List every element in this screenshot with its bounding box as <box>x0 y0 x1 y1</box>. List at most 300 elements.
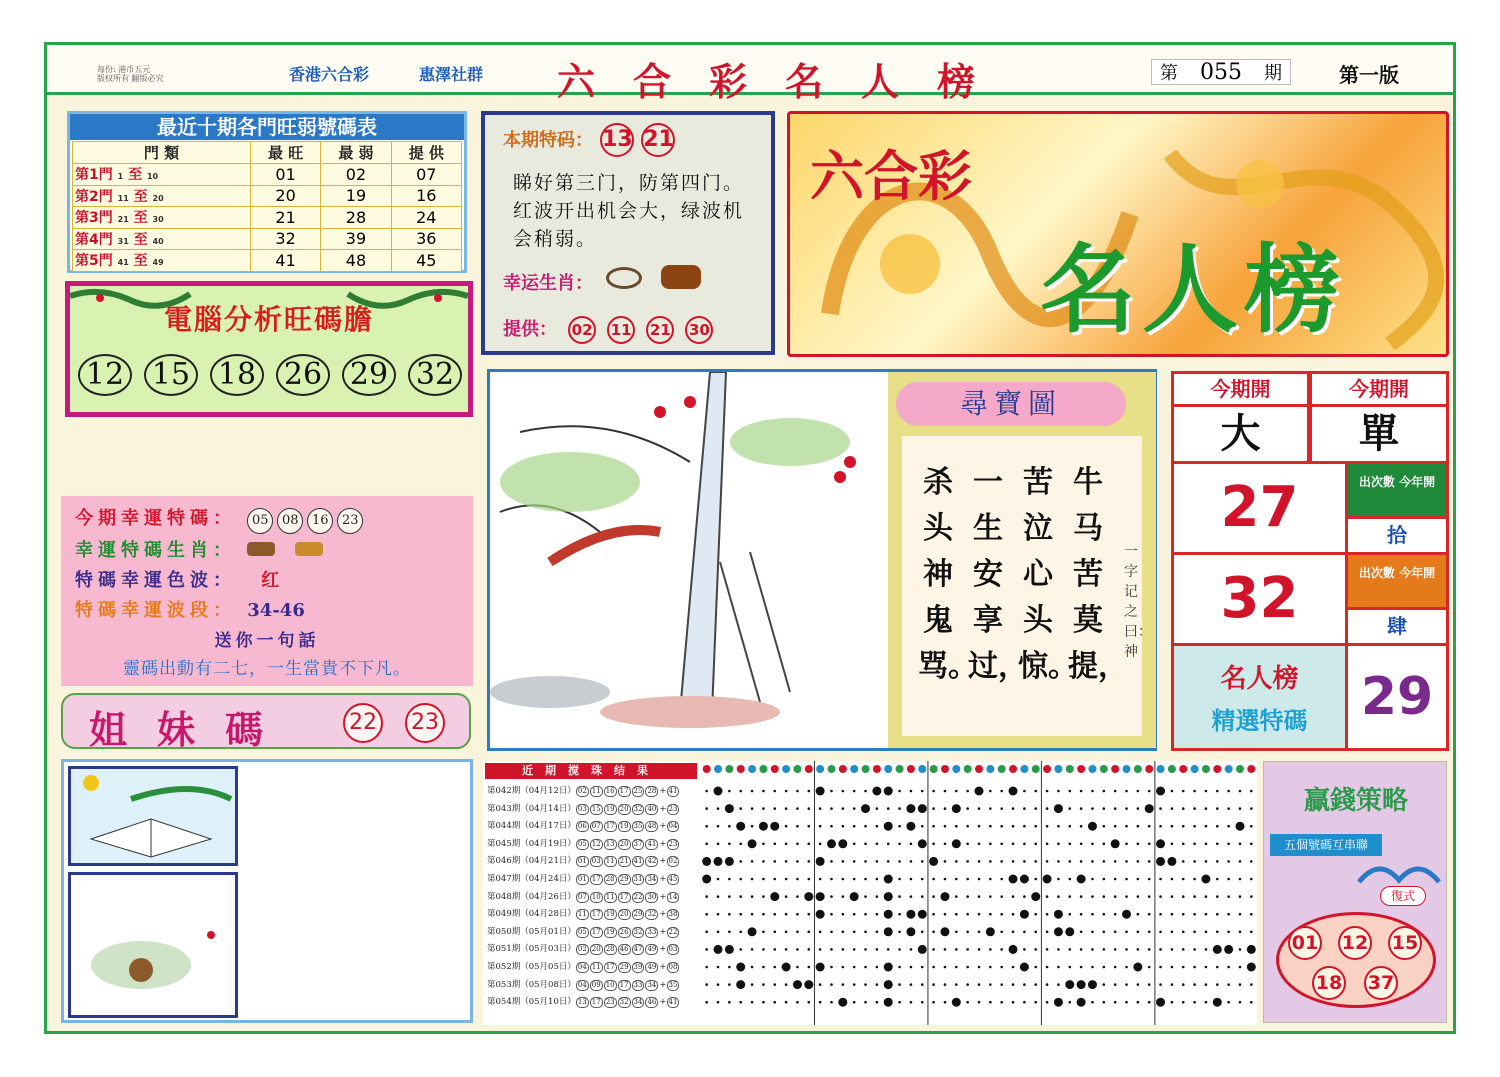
featured-label: 精選特碼 <box>1211 707 1308 735</box>
grid-dot <box>1034 825 1037 828</box>
grid-dot <box>1239 931 1242 934</box>
grid-dot <box>1091 948 1094 951</box>
grid-dot <box>1250 913 1253 916</box>
hit-dot <box>816 963 825 972</box>
grid-dot <box>830 807 833 810</box>
grid-dot <box>1034 983 1037 986</box>
grid-dot <box>876 895 879 898</box>
grid-dot <box>1171 948 1174 951</box>
header-ball <box>1213 765 1221 773</box>
grid-dot <box>1046 966 1049 969</box>
grid-dot <box>1034 948 1037 951</box>
grid-dot <box>1182 878 1185 881</box>
grid-dot <box>1193 878 1196 881</box>
history-issue: 第047期（04月24日） <box>487 874 576 884</box>
history-ball: 30 <box>647 892 657 901</box>
grid-dot <box>739 860 742 863</box>
grid-dot <box>796 931 799 934</box>
history-row <box>487 801 697 819</box>
grid-dot <box>1023 948 1026 951</box>
hit-dot <box>884 875 893 884</box>
hit-dot <box>1213 945 1222 954</box>
grid-dot <box>1239 913 1242 916</box>
grid-dot <box>842 913 845 916</box>
grid-dot <box>1103 860 1106 863</box>
history-ball: 32 <box>633 804 643 813</box>
grid-dot <box>1068 948 1071 951</box>
grid-dot <box>1159 983 1162 986</box>
history-ball: 41 <box>668 998 678 1007</box>
grid-dot <box>1114 860 1117 863</box>
grid-dot <box>1148 913 1151 916</box>
lucky-row-3: 特碼幸運色波： 红 <box>75 570 285 591</box>
lucky-ball: 23 <box>337 508 363 534</box>
grid-dot <box>1227 895 1230 898</box>
grid-dot <box>1080 948 1083 951</box>
illustration-panel <box>61 759 473 1023</box>
grid-dot <box>717 807 720 810</box>
grid-dot <box>898 790 901 793</box>
grid-dot <box>728 1001 731 1004</box>
grid-dot <box>1171 1001 1174 1004</box>
grid-dot <box>1080 895 1083 898</box>
grid-dot <box>1000 931 1003 934</box>
hit-dot <box>884 963 893 972</box>
plus-sign: + <box>659 997 667 1008</box>
table-row: 第4門 31 至 40 32 39 36 <box>73 228 462 250</box>
grid-dot <box>785 860 788 863</box>
poem-column: 一生安享过， <box>968 465 1028 684</box>
grid-dot <box>1091 931 1094 934</box>
grid-dot <box>751 790 754 793</box>
header-ball <box>714 765 722 773</box>
header-ball <box>1134 765 1142 773</box>
grid-dot <box>1227 878 1230 881</box>
history-ball: 25 <box>633 787 643 795</box>
grid-dot <box>751 807 754 810</box>
grid-dot <box>830 966 833 969</box>
history-row <box>487 924 697 942</box>
grid-dot <box>1159 948 1162 951</box>
grid-dot <box>1012 1001 1015 1004</box>
plus-sign: + <box>659 926 667 937</box>
grid-dot <box>864 843 867 846</box>
header-ball <box>816 765 824 773</box>
hit-dot <box>1054 927 1063 936</box>
grid-dot <box>1080 966 1083 969</box>
history-ball: 16 <box>605 787 615 795</box>
history-ball: 17 <box>591 910 601 919</box>
header-ball <box>748 765 756 773</box>
grid-dot <box>717 913 720 916</box>
open-book-icon <box>68 766 238 866</box>
hit-dot <box>918 910 927 919</box>
grid-dot <box>739 790 742 793</box>
grid-dot <box>978 895 981 898</box>
grid-dot <box>1023 825 1026 828</box>
history-row <box>487 977 697 995</box>
grid-dot <box>955 948 958 951</box>
history-ball: 37 <box>633 839 643 848</box>
grid-dot <box>853 878 856 881</box>
dot-grid <box>701 761 1257 1025</box>
grid-dot <box>1193 843 1196 846</box>
history-issue: 第048期（04月26日） <box>487 891 576 902</box>
header-ball <box>1054 765 1062 773</box>
grid-dot <box>864 948 867 951</box>
special-ball: 21 <box>641 123 675 157</box>
history-ball: 35 <box>633 822 643 831</box>
grid-dot <box>751 860 754 863</box>
grid-dot <box>932 843 935 846</box>
famous-label: 名人榜 <box>1220 664 1299 694</box>
grid-dot <box>966 948 969 951</box>
hit-dot <box>736 980 745 989</box>
grid-dot <box>1216 983 1219 986</box>
grid-dot <box>751 948 754 951</box>
hit-dot <box>1156 998 1165 1007</box>
grid-dot <box>819 878 822 881</box>
grid-dot <box>989 860 992 863</box>
grid-dot <box>1171 983 1174 986</box>
grid-dot <box>1103 948 1106 951</box>
hit-dot <box>1156 857 1165 866</box>
tip-text: 睇好第三门，防第四门。红波开出机会大，绿波机会稍弱。 <box>513 172 745 250</box>
grid-dot <box>1091 843 1094 846</box>
grid-dot <box>898 843 901 846</box>
treasure-map-panel <box>487 369 1157 751</box>
result-count-1: 拾 <box>1348 519 1446 552</box>
grid-dot <box>944 1001 947 1004</box>
grid-dot <box>1114 878 1117 881</box>
grid-dot <box>1239 1001 1242 1004</box>
grid-dot <box>1159 895 1162 898</box>
grid-dot <box>773 931 776 934</box>
history-issue: 第052期（05月05日） <box>487 962 576 972</box>
history-ball: 33 <box>633 980 643 989</box>
grid-dot <box>785 825 788 828</box>
issue-box: 第 055 期 <box>1151 59 1291 85</box>
page-title: 六合彩名人榜 <box>557 59 1014 104</box>
grid-dot <box>887 807 890 810</box>
grid-dot <box>853 807 856 810</box>
history-ball: 02 <box>668 857 678 866</box>
grid-dot <box>955 790 958 793</box>
result-big: 大 <box>1174 407 1307 461</box>
grid-dot <box>1250 825 1253 828</box>
grid-dot <box>705 843 708 846</box>
hit-dot <box>816 857 825 866</box>
history-row <box>487 871 697 889</box>
grid-dot <box>1148 966 1151 969</box>
grid-dot <box>898 895 901 898</box>
history-ball: 04 <box>577 980 587 989</box>
history-ball: 13 <box>577 998 587 1007</box>
history-ball: 17 <box>591 927 601 936</box>
grid-dot <box>944 860 947 863</box>
header-ball <box>1043 765 1051 773</box>
grid-dot <box>1114 1001 1117 1004</box>
number-ball: 26 <box>276 354 330 396</box>
grid-dot <box>830 948 833 951</box>
history-ball: 19 <box>619 822 629 831</box>
grid-dot <box>921 983 924 986</box>
grid-dot <box>1137 895 1140 898</box>
grid-dot <box>1239 790 1242 793</box>
grid-dot <box>1012 843 1015 846</box>
grid-dot <box>796 843 799 846</box>
history-ball: 23 <box>668 804 678 813</box>
history-issue: 第050期（05月01日） <box>487 926 576 937</box>
hit-dot <box>1156 839 1165 848</box>
hit-dot <box>952 998 961 1007</box>
grid-dot <box>705 895 708 898</box>
hit-dot <box>1077 998 1086 1007</box>
history-issue: 第045期（04月19日） <box>487 838 576 849</box>
grid-dot <box>1080 931 1083 934</box>
grid-dot <box>966 843 969 846</box>
grid-dot <box>864 966 867 969</box>
grid-dot <box>1103 895 1106 898</box>
grid-dot <box>944 807 947 810</box>
grid-dot <box>796 1001 799 1004</box>
grid-dot <box>876 1001 879 1004</box>
grid-dot <box>728 931 731 934</box>
grid-dot <box>728 843 731 846</box>
grid-dot <box>1034 860 1037 863</box>
history-ball: 17 <box>591 998 601 1007</box>
grid-dot <box>1205 948 1208 951</box>
grid-dot <box>785 878 788 881</box>
grid-dot <box>944 825 947 828</box>
grid-dot <box>1125 1001 1128 1004</box>
grid-dot <box>966 895 969 898</box>
hit-dot <box>952 804 961 813</box>
grid-dot <box>717 895 720 898</box>
zodiac-row: 幸运生肖： <box>503 265 701 295</box>
grid-dot <box>1125 948 1128 951</box>
history-ball: 28 <box>605 875 615 883</box>
grid-dot <box>1068 1001 1071 1004</box>
grid-dot <box>876 948 879 951</box>
history-ball: 03 <box>591 857 601 866</box>
hit-dot <box>1133 963 1142 972</box>
table-row: 第5門 41 至 49 41 48 45 <box>73 250 462 272</box>
grid-dot <box>898 983 901 986</box>
grid-dot <box>989 1001 992 1004</box>
grid-dot <box>1125 931 1128 934</box>
hit-dot <box>816 892 825 901</box>
grid-dot <box>1125 860 1128 863</box>
header-ball <box>964 765 972 773</box>
grid-dot <box>1046 790 1049 793</box>
hit-dot <box>1054 910 1063 919</box>
grid-dot <box>864 983 867 986</box>
grid-dot <box>910 1001 913 1004</box>
grid-dot <box>728 825 731 828</box>
header-ball <box>1202 765 1210 773</box>
grid-dot <box>898 878 901 881</box>
poem-column: 杀头神鬼骂。 <box>918 465 978 684</box>
history-ball: 35 <box>668 980 678 989</box>
grid-dot <box>1057 895 1060 898</box>
grid-dot <box>751 983 754 986</box>
grid-dot <box>717 966 720 969</box>
grid-dot <box>1023 983 1026 986</box>
grid-dot <box>1080 860 1083 863</box>
history-ball: 32 <box>619 998 629 1007</box>
plus-sign: + <box>659 979 667 990</box>
grid-dot <box>1148 931 1151 934</box>
grid-dot <box>1103 878 1106 881</box>
header-ball <box>1032 765 1040 773</box>
provide-ball: 02 <box>568 316 596 344</box>
grid-dot <box>1250 931 1253 934</box>
grid-dot <box>1193 790 1196 793</box>
header-ball <box>1191 765 1199 773</box>
grid-dot <box>876 860 879 863</box>
hit-dot <box>1009 787 1018 796</box>
grid-dot <box>1227 913 1230 916</box>
grid-dot <box>1012 860 1015 863</box>
grid-dot <box>898 807 901 810</box>
history-row <box>487 889 697 907</box>
hit-dot <box>714 857 723 866</box>
grid-dot <box>1171 966 1174 969</box>
grid-dot <box>955 878 958 881</box>
grid-dot <box>717 983 720 986</box>
grid-dot <box>1216 895 1219 898</box>
plus-sign: + <box>659 891 667 902</box>
history-ball: 39 <box>633 963 643 971</box>
grid-dot <box>1216 878 1219 881</box>
grid-dot <box>1227 825 1230 828</box>
plus-sign: + <box>659 803 667 814</box>
header-ball <box>1236 765 1244 773</box>
history-ball: 32 <box>647 910 657 919</box>
hit-dot <box>986 927 995 936</box>
grid-dot <box>978 825 981 828</box>
grid-dot <box>1216 913 1219 916</box>
grid-dot <box>955 860 958 863</box>
grid-dot <box>1000 790 1003 793</box>
grid-dot <box>842 948 845 951</box>
header-ball <box>884 765 892 773</box>
grid-dot <box>853 983 856 986</box>
hit-dot <box>918 945 927 954</box>
grid-dot <box>796 790 799 793</box>
grid-dot <box>1239 983 1242 986</box>
header-ball <box>873 765 881 773</box>
hit-dot <box>1020 910 1029 919</box>
grid-dot <box>1023 895 1026 898</box>
grid-dot <box>1239 878 1242 881</box>
grid-dot <box>1125 825 1128 828</box>
header-ball <box>952 765 960 773</box>
grid-dot <box>1148 843 1151 846</box>
grid-dot <box>1046 825 1049 828</box>
grid-dot <box>876 983 879 986</box>
grid-dot <box>1114 895 1117 898</box>
grid-dot <box>932 931 935 934</box>
grid-dot <box>1205 983 1208 986</box>
grid-dot <box>910 860 913 863</box>
header-ball <box>896 765 904 773</box>
grid-dot <box>785 913 788 916</box>
grid-dot <box>1034 790 1037 793</box>
history-ball: 13 <box>605 839 615 848</box>
header-ball <box>1145 765 1153 773</box>
grid-dot <box>944 878 947 881</box>
hit-dot <box>1065 980 1074 989</box>
grid-dot <box>785 948 788 951</box>
history-ball: 42 <box>647 857 657 866</box>
grid-dot <box>1205 895 1208 898</box>
history-ball: 15 <box>591 804 601 813</box>
grid-dot <box>978 843 981 846</box>
hot-cold-table-title: 最近十期各門旺弱號碼表 <box>70 114 464 140</box>
lucky-ball: 16 <box>307 508 333 534</box>
grid-dot <box>876 825 879 828</box>
grid-dot <box>773 807 776 810</box>
grid-dot <box>717 1001 720 1004</box>
grid-dot <box>1012 966 1015 969</box>
grid-dot <box>1159 931 1162 934</box>
strategy-box <box>1263 761 1447 1023</box>
history-ball: 45 <box>668 875 678 883</box>
history-ball: 03 <box>577 804 587 813</box>
grid-dot <box>1227 807 1230 810</box>
result-count-2: 肆 <box>1348 610 1446 643</box>
hit-dot <box>861 804 870 813</box>
grid-dot <box>1171 825 1174 828</box>
org-name-1: 香港六合彩 <box>289 65 370 84</box>
history-ball: 04 <box>577 963 587 971</box>
grid-dot <box>876 878 879 881</box>
grid-dot <box>1023 790 1026 793</box>
page-frame <box>44 42 1456 1034</box>
hit-dot <box>770 892 779 901</box>
grid-dot <box>932 913 935 916</box>
header-ball <box>975 765 983 773</box>
hit-dot <box>850 892 859 901</box>
grid-dot <box>1012 825 1015 828</box>
grid-dot <box>739 948 742 951</box>
history-ball: 32 <box>633 927 643 936</box>
grid-dot <box>1148 878 1151 881</box>
grid-dot <box>1148 948 1151 951</box>
history-ball: 11 <box>591 787 601 795</box>
grid-dot <box>705 790 708 793</box>
grid-dot <box>1182 966 1185 969</box>
grid-dot <box>898 825 901 828</box>
history-ball: 29 <box>619 875 629 883</box>
grid-dot <box>1091 878 1094 881</box>
grid-dot <box>1034 807 1037 810</box>
grid-dot <box>1148 895 1151 898</box>
grid-dot <box>1091 790 1094 793</box>
history-ball: 01 <box>577 857 587 866</box>
grid-dot <box>796 966 799 969</box>
grid-dot <box>1171 895 1174 898</box>
grid-dot <box>796 948 799 951</box>
grid-dot <box>898 913 901 916</box>
hot-cold-table <box>72 141 462 272</box>
grid-dot <box>1250 1001 1253 1004</box>
grid-dot <box>830 931 833 934</box>
history-row <box>487 818 697 836</box>
history-ball: 17 <box>591 875 601 883</box>
